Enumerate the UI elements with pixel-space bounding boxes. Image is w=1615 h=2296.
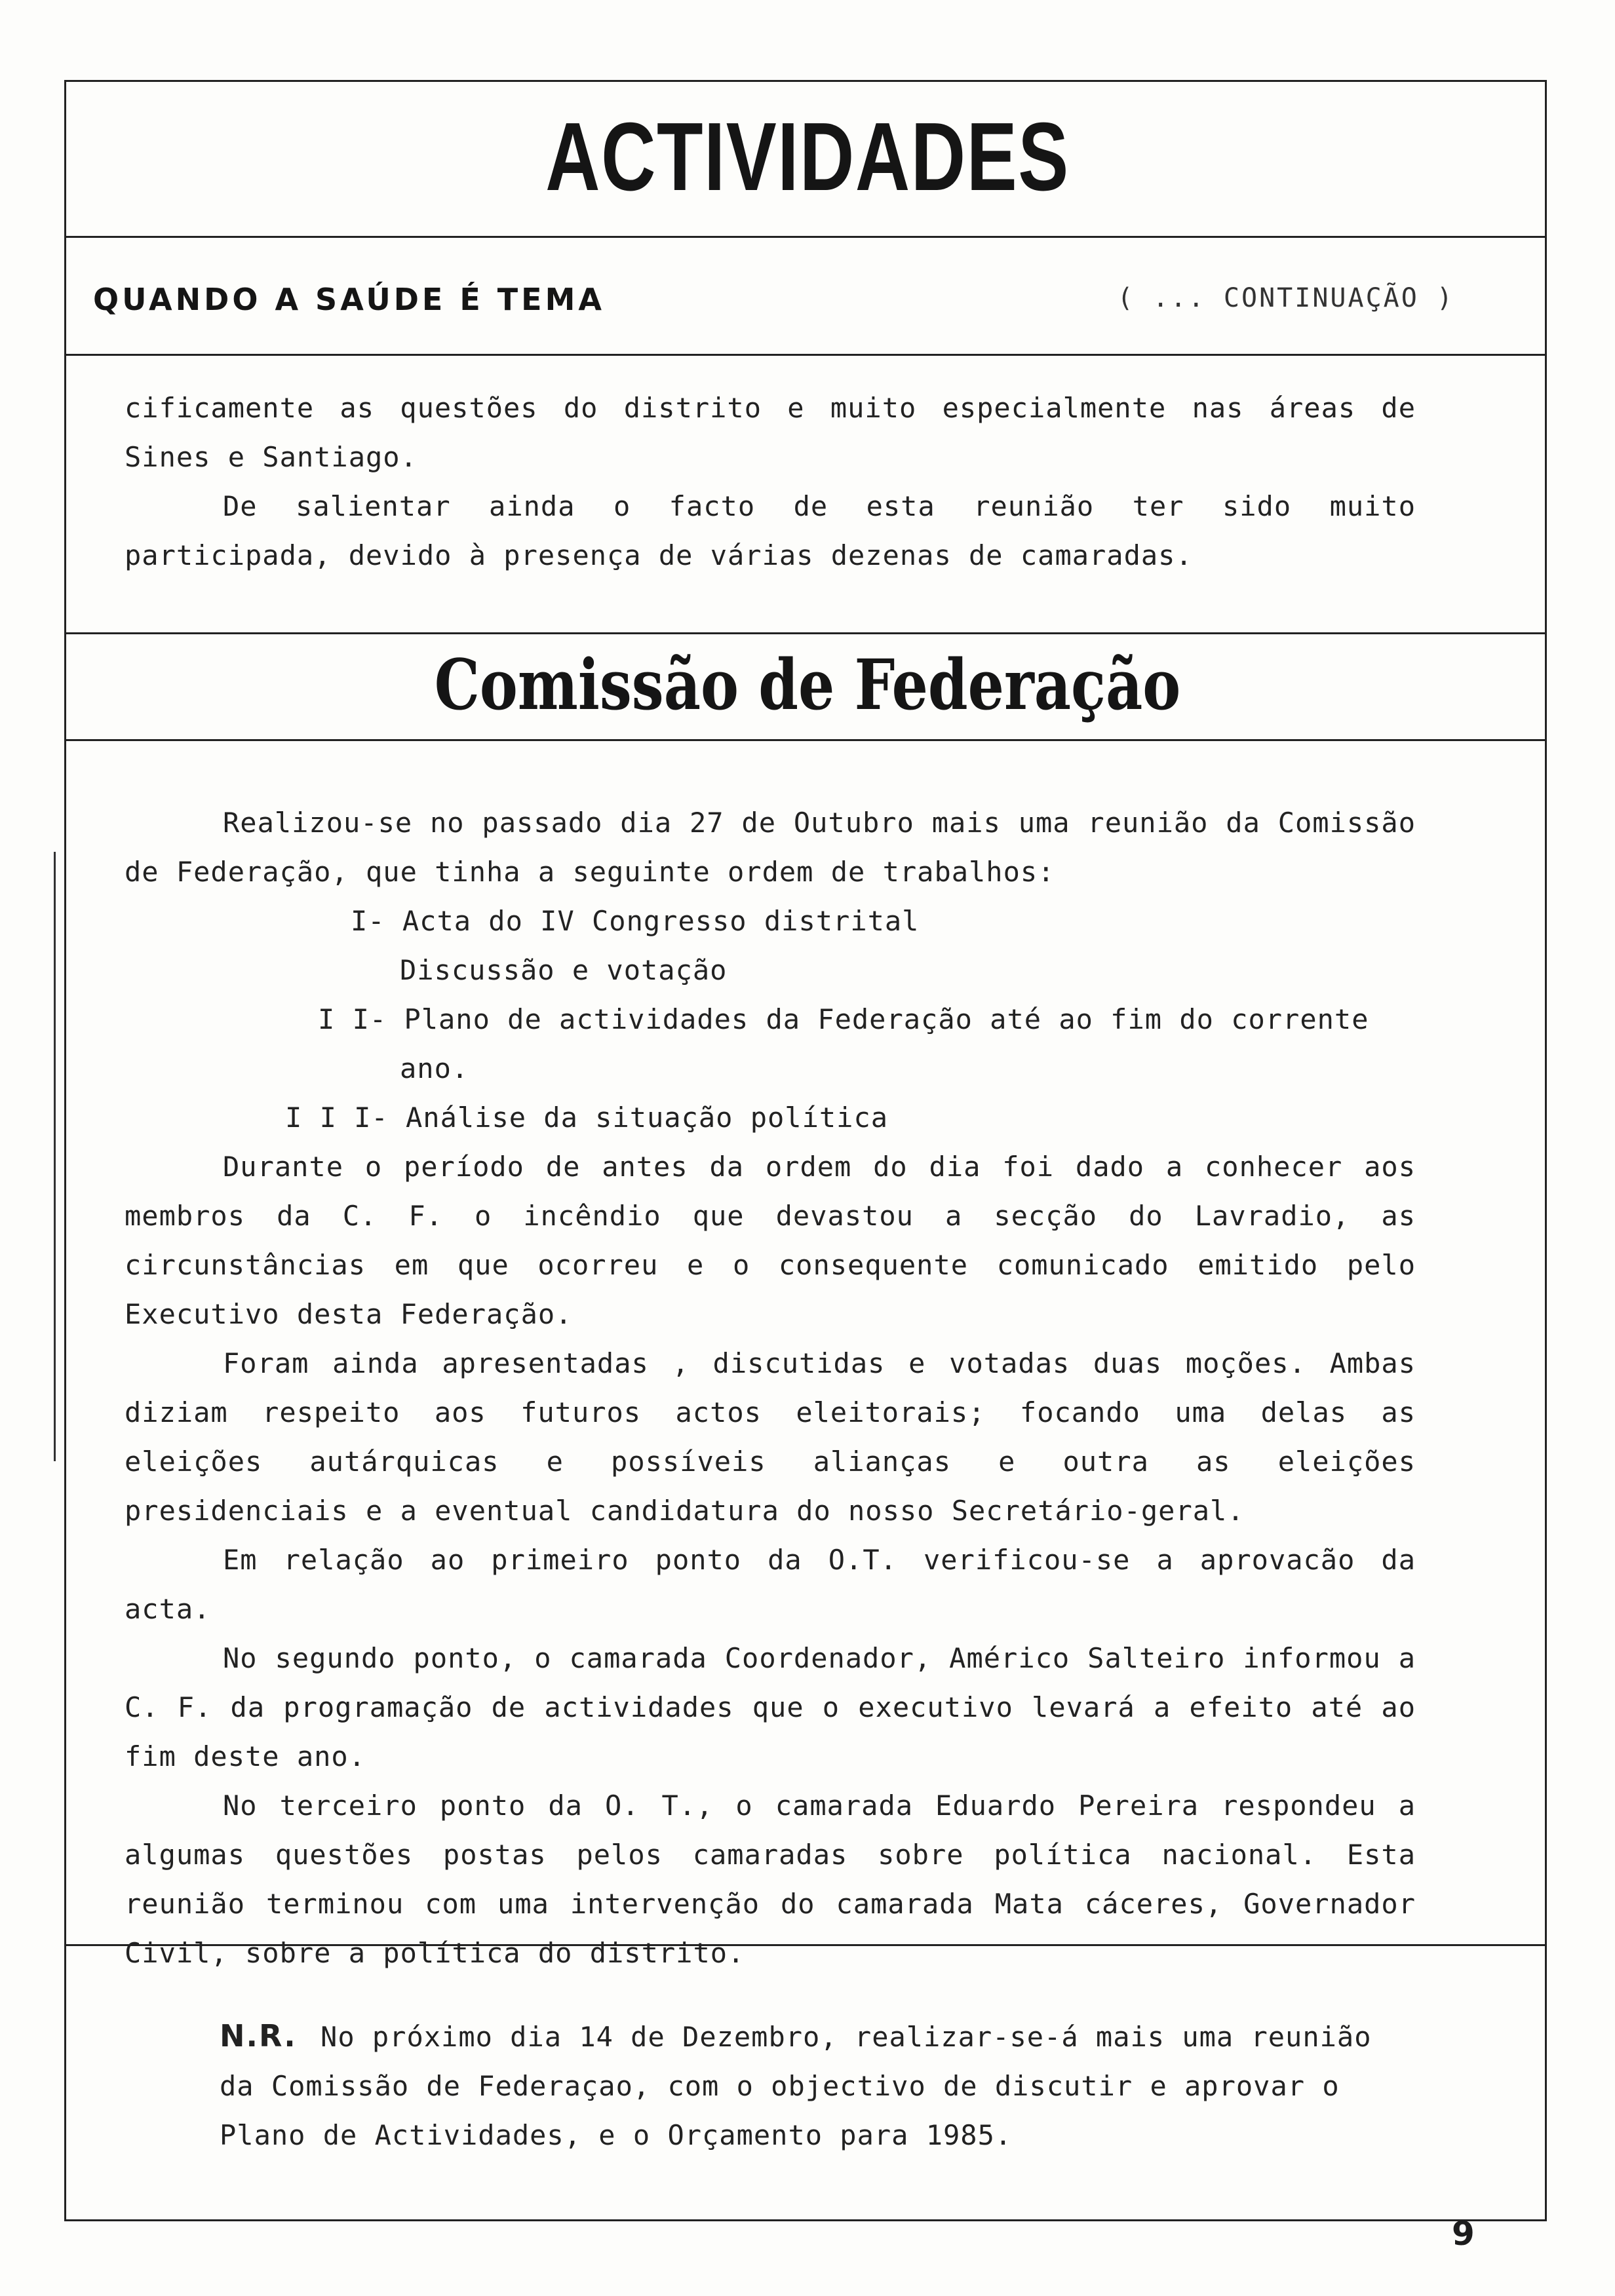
article-intro: Realizou-se no passado dia 27 de Outubro mais uma reunião da Comissão de Federação, que tinha a seguinte ordem de trabalhos: (125, 807, 1416, 888)
paragraph: cificamente as questões do distrito e muito especialmente nas áreas de Sines e Santiago. (125, 392, 1416, 473)
section-body (125, 383, 1416, 580)
agenda-item (125, 995, 1416, 1044)
editor-note (220, 2012, 1386, 2160)
section-divider (64, 354, 1547, 356)
paragraph: Foram ainda apresentadas , discutidas e votadas duas moções. Ambas diziam respeito aos futuros actos eleitorais; focando uma delas as eleições autárquicas e possíveis alianças e outra as eleições presidenciais e a eventual candidatura do nosso Secretário-geral. (125, 1347, 1416, 1527)
agenda-item (125, 896, 1416, 946)
agenda-subitem: ano. (400, 1052, 469, 1084)
article-body (125, 798, 1416, 1978)
paragraph: De salientar ainda o facto de esta reunião ter sido muito participada, devido à presença de várias dezenas de camaradas. (125, 490, 1416, 571)
agenda-number: I I I- (285, 1101, 389, 1134)
article-title-divider (64, 739, 1547, 741)
agenda-text: Acta do IV Congresso distrital (402, 905, 920, 937)
agenda-number: I- (351, 905, 385, 937)
page-number: 9 (1452, 2215, 1475, 2253)
article-top-divider (64, 632, 1547, 634)
agenda-item (125, 1093, 1416, 1142)
paragraph: No terceiro ponto da O. T., o camarada Eduardo Pereira respondeu a algumas questões postas pelos camaradas sobre política nacional. Esta reunião terminou com uma intervenção do camarada Mata cáceres, Governador Civil, sobre a política do distrito. (125, 1789, 1416, 1969)
page-title: ACTIVIDADES (545, 103, 1070, 211)
masthead-divider (64, 236, 1547, 238)
article-title: Comissão de Federação (434, 643, 1181, 725)
note-label: N.R. (220, 2018, 297, 2054)
agenda-number: I I- (318, 1003, 387, 1035)
continuation-label: ( ... CONTINUAÇÃO ) (1117, 283, 1454, 313)
agenda-text: Análise da situação política (406, 1101, 889, 1134)
agenda-text: Plano de actividades da Federação até ao fim do corrente (404, 1003, 1369, 1035)
agenda-subitem: Discussão e votação (400, 954, 728, 986)
paragraph: Em relação ao primeiro ponto da O.T. verificou-se a aprovacão da acta. (125, 1544, 1416, 1625)
margin-bracket (54, 852, 69, 1461)
paragraph: Durante o período de antes da ordem do dia foi dado a conhecer aos membros da C. F. o incêndio que devastou a secção do Lavradio, as circunstâncias em que ocorreu e o consequente comunicado emitido pelo Executivo desta Federação. (125, 1151, 1416, 1330)
paragraph: No segundo ponto, o camarada Coordenador, Américo Salteiro informou a C. F. da programação de actividades que o executivo levará a efeito até ao fim deste ano. (125, 1642, 1416, 1772)
section-title: QUANDO A SAÚDE É TEMA (93, 282, 605, 317)
note-text: No próximo dia 14 de Dezembro, realizar-se-á mais uma reunião da Comissão de Federaçao, com o objectivo de discutir e aprovar o Plano de Actividades, e o Orçamento para 1985. (220, 2021, 1372, 2151)
